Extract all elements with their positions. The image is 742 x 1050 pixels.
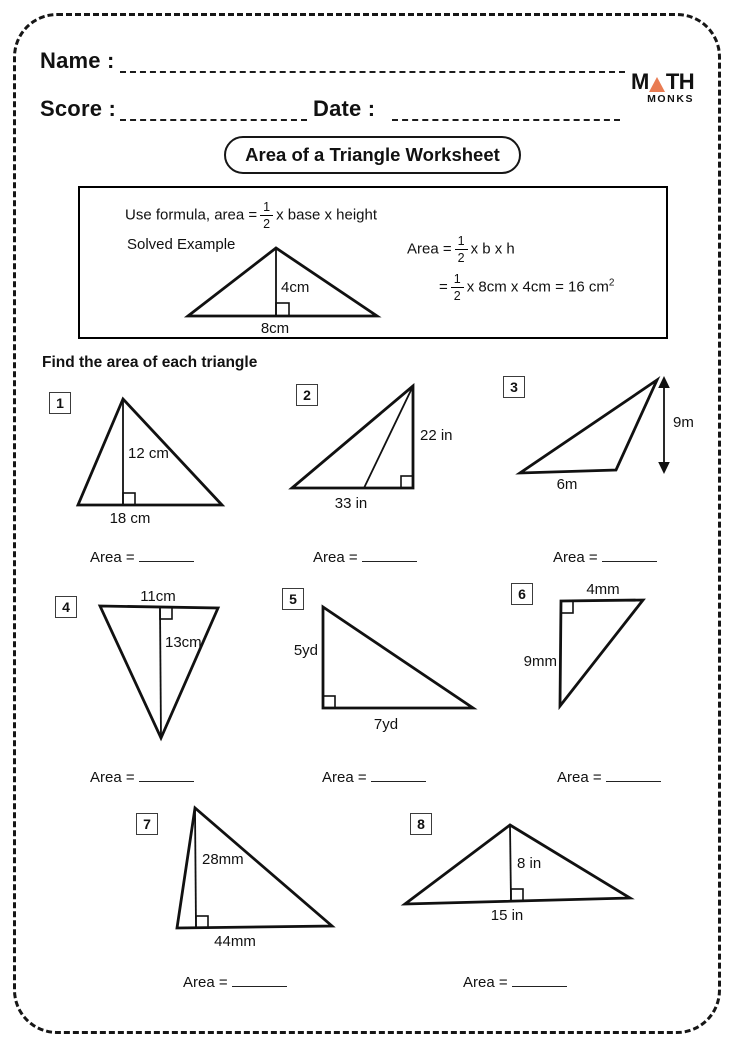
base-label: 7yd	[373, 716, 399, 733]
name-blank-line[interactable]	[120, 71, 625, 73]
problem-2-area: Area =	[313, 548, 417, 566]
problem-3-figure	[512, 372, 722, 502]
example-base-label: 8cm	[260, 320, 290, 337]
fraction-one-half: $\frac{1}{2}$	[260, 201, 273, 230]
name-label: Name :	[40, 48, 115, 73]
arrow-up-icon	[658, 376, 670, 388]
height-label: 12 cm	[128, 445, 169, 462]
problem-7-figure	[128, 800, 343, 955]
example-calc-line2: = $\frac{1}{2}$ x 8cm x 4cm = 16 $cm^2$	[439, 272, 615, 303]
answer-blank[interactable]	[139, 768, 194, 782]
problem-6-number: 6	[511, 583, 533, 605]
score-blank-line[interactable]	[120, 119, 307, 121]
logo-text-monks: MONKS	[647, 93, 695, 105]
right-angle-marker	[196, 916, 208, 928]
triangle	[177, 808, 332, 928]
height-label: 5yd	[293, 642, 318, 659]
height-label: 9m	[673, 414, 694, 431]
problem-8-figure	[398, 808, 648, 933]
right-angle-marker	[160, 607, 172, 619]
instruction-text: Find the area of each triangle	[42, 354, 258, 371]
fraction-one-half: $\frac{1}{2}$	[451, 273, 464, 302]
problem-4-number: 4	[55, 596, 77, 618]
problem-5-area: Area =	[322, 768, 426, 786]
base-label: 4mm	[586, 581, 620, 598]
base-label: 44mm	[214, 933, 256, 950]
height-label: 13cm	[165, 634, 202, 651]
page-title: Area of a Triangle Worksheet	[224, 136, 521, 174]
example-height-label: 4cm	[281, 279, 310, 296]
fraction-one-half: $\frac{1}{2}$	[455, 235, 468, 264]
date-label: Date :	[313, 96, 376, 121]
example-calc-line1: Area = $\frac{1}{2}$ x b x h	[407, 234, 515, 265]
answer-blank[interactable]	[139, 548, 194, 562]
problem-2-number: 2	[296, 384, 318, 406]
base-label: 15 in	[490, 907, 524, 924]
solved-example-label: Solved Example	[127, 236, 236, 253]
logo-triangle-icon	[649, 77, 665, 92]
answer-blank[interactable]	[602, 548, 657, 562]
problem-7-area: Area =	[183, 973, 287, 991]
right-angle-marker	[401, 476, 413, 488]
arrow-down-icon	[658, 462, 670, 474]
problem-8-number: 8	[410, 813, 432, 835]
height-line	[195, 808, 196, 928]
formula-text: Use formula, area = $\frac{1}{2}$ x base x height	[125, 200, 378, 231]
base-label: 6m	[556, 476, 578, 493]
triangle	[520, 380, 657, 473]
example-triangle-figure	[180, 240, 390, 340]
problem-1-figure	[68, 390, 233, 535]
problem-3-number: 3	[503, 376, 525, 398]
triangle	[323, 607, 473, 708]
problem-4-area: Area =	[90, 768, 194, 786]
squared-exponent: 2	[608, 277, 615, 289]
height-label: 28mm	[202, 851, 244, 868]
answer-blank[interactable]	[371, 768, 426, 782]
height-label: 9mm	[523, 653, 557, 670]
problem-5-number: 5	[282, 588, 304, 610]
problem-4-figure	[88, 585, 238, 750]
answer-blank[interactable]	[362, 548, 417, 562]
right-angle-marker	[561, 601, 573, 613]
logo-text-m: M	[631, 69, 649, 94]
problem-1-area: Area =	[90, 548, 194, 566]
height-label: 22 in	[420, 427, 453, 444]
right-angle-marker	[123, 493, 135, 505]
score-label: Score :	[40, 96, 116, 121]
problem-6-area: Area =	[557, 768, 661, 786]
problem-7-number: 7	[136, 813, 158, 835]
answer-blank[interactable]	[232, 973, 287, 987]
right-angle-marker	[276, 303, 289, 316]
problem-5-figure	[285, 598, 485, 743]
height-label: 8 in	[517, 855, 542, 872]
height-line	[160, 607, 161, 738]
base-label: 18 cm	[109, 510, 151, 527]
date-blank-line[interactable]	[392, 119, 620, 121]
right-angle-marker	[323, 696, 335, 708]
problem-1-number: 1	[49, 392, 71, 414]
logo-text-th: TH	[665, 69, 695, 94]
triangle	[560, 600, 643, 706]
math-monks-logo	[631, 71, 694, 105]
problem-8-area: Area =	[463, 973, 567, 991]
base-label: 33 in	[334, 495, 368, 512]
answer-blank[interactable]	[606, 768, 661, 782]
base-label: 11cm	[140, 588, 176, 605]
right-angle-marker	[511, 889, 523, 901]
problem-3-area: Area =	[553, 548, 657, 566]
triangle	[100, 606, 218, 738]
answer-blank[interactable]	[512, 973, 567, 987]
median-line	[364, 386, 413, 488]
